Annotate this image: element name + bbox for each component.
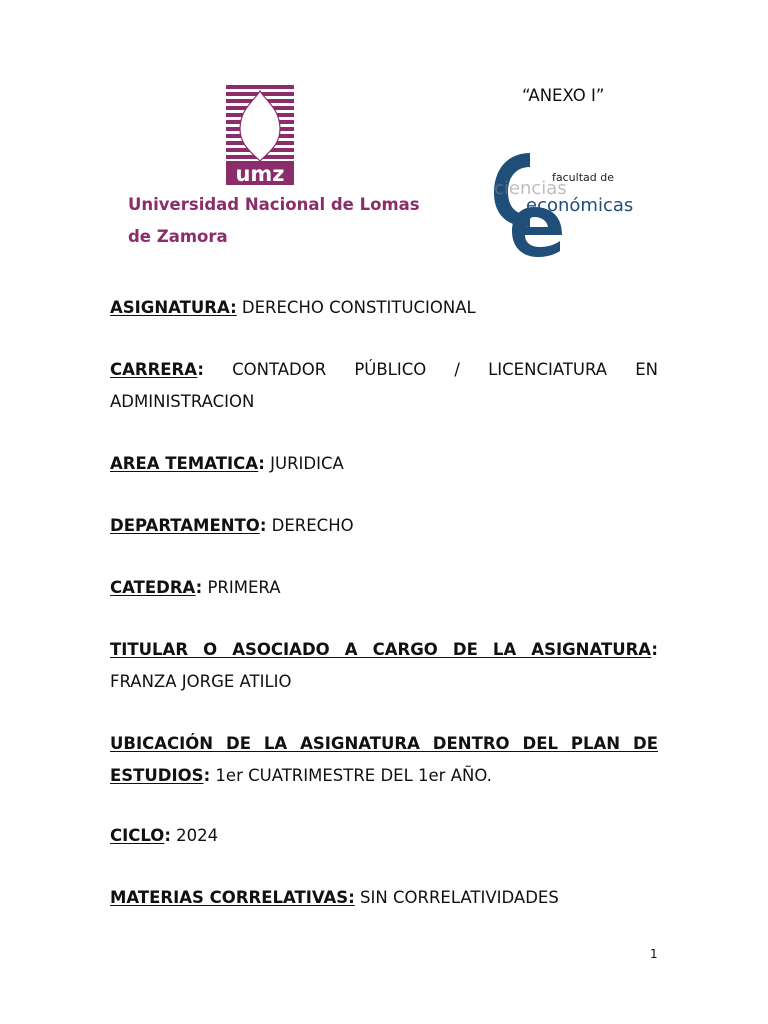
field-label: CARRERA [110, 360, 198, 379]
field-value: JURIDICA [264, 454, 344, 473]
field-label: CATEDRA [110, 578, 196, 597]
field-value: FRANZA JORGE ATILIO [110, 672, 292, 691]
field-value: DERECHO CONSTITUCIONAL [236, 298, 476, 317]
field-label: ASIGNATURA: [110, 298, 237, 317]
field-ciclo: CICLO: 2024 [110, 826, 219, 845]
field-area-tematica: AREA TEMATICA: JURIDICA [110, 454, 344, 473]
field-label: TITULAR O ASOCIADO A CARGO DE LA ASIGNATURA [110, 640, 652, 659]
svg-text:ciencias: ciencias [494, 178, 567, 199]
field-value: SIN CORRELATIVIDADES [354, 888, 559, 907]
field-titular: TITULAR O ASOCIADO A CARGO DE LA ASIGNATURA: FRANZA JORGE ATILIO [110, 640, 658, 691]
field-materias-correlativas [110, 882, 658, 914]
field-departamento: DEPARTAMENTO: DERECHO [110, 516, 354, 535]
umz-logo [226, 85, 294, 185]
field-value: PRIMERA [202, 578, 281, 597]
field-ubicacion: UBICACIÓN DE LA ASIGNATURA DENTRO DEL PLAN DE ESTUDIOS: 1er CUATRIMESTRE DEL 1er AÑO. [110, 734, 658, 785]
field-value: 1er CUATRIMESTRE DEL 1er AÑO. [210, 766, 492, 785]
field-label: CICLO [110, 826, 165, 845]
field-label: AREA TEMATICA [110, 454, 259, 473]
svg-text:umz: umz [235, 162, 285, 185]
field-value: CONTADOR PÚBLICO / LICENCIATURA EN ADMINISTRACION [110, 360, 658, 411]
field-catedra: CATEDRA: PRIMERA [110, 578, 281, 597]
university-name-line1: Universidad Nacional de Lomas [128, 195, 420, 214]
field-carrera: CARRERA: CONTADOR PÚBLICO / LICENCIATURA EN ADMINISTRACION [110, 360, 658, 411]
university-name-line2: de Zamora [128, 227, 228, 246]
field-label: MATERIAS CORRELATIVAS: [110, 888, 355, 907]
university-name [128, 189, 438, 253]
field-label: DEPARTAMENTO [110, 516, 260, 535]
field-value: DERECHO [266, 516, 354, 535]
field-value: 2024 [170, 826, 219, 845]
field-asignatura [110, 292, 658, 324]
field-label: UBICACIÓN DE LA ASIGNATURA DENTRO DEL PLAN DE ESTUDIOS [110, 734, 658, 785]
svg-text:facultad de: facultad de [552, 171, 614, 184]
svg-text:económicas: económicas [526, 195, 634, 216]
ce-logo [490, 145, 638, 260]
page-number: 1 [650, 947, 658, 961]
annex-title: “ANEXO I” [522, 86, 605, 105]
